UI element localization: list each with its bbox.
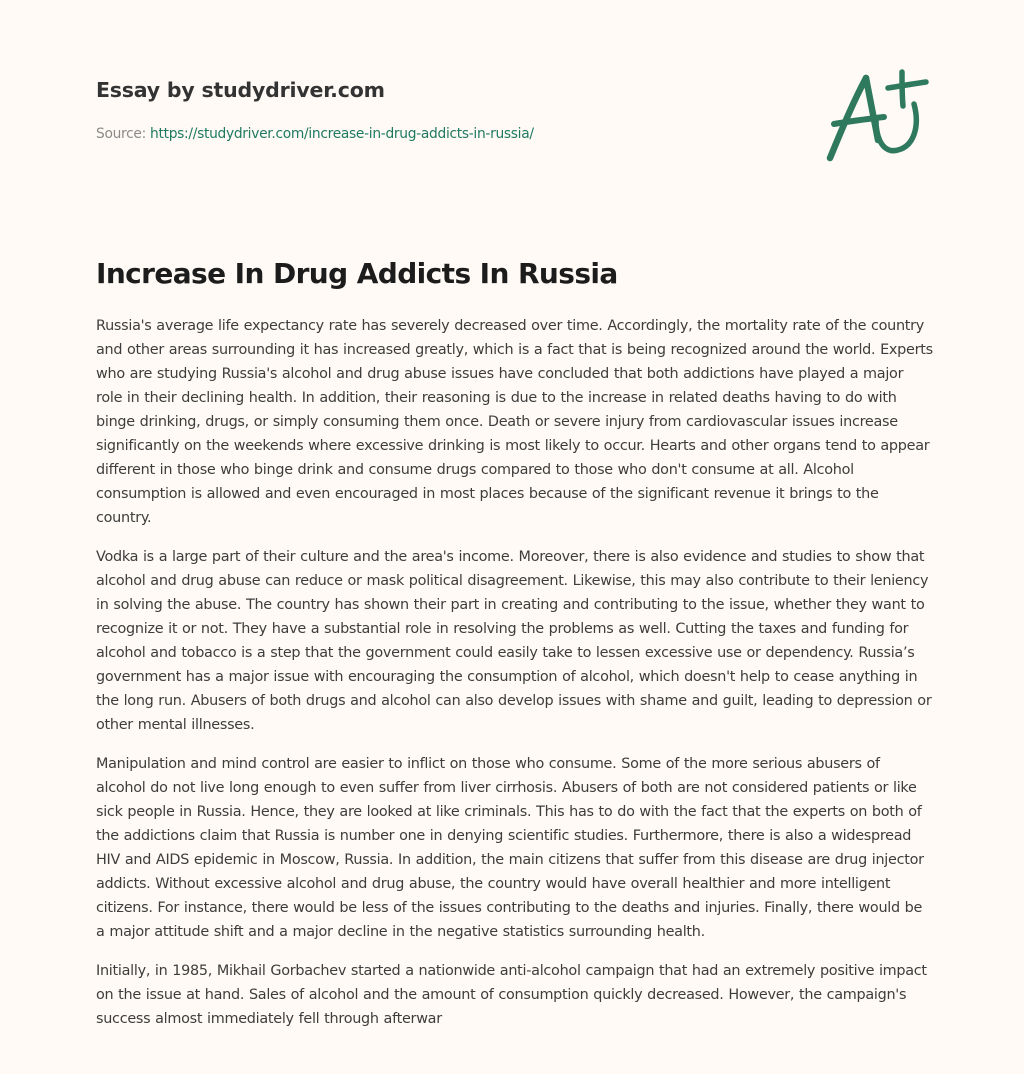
essay-body xyxy=(96,314,934,1046)
essay-title: Increase In Drug Addicts In Russia xyxy=(96,257,618,290)
essay-paragraph: Manipulation and mind control are easier to inflict on those who consume. Some of the more serious abusers of alcohol do not live long enough to even suffer from liver cirrhosis. Abusers of both are not considered patients or like sick people in Russia. Hence, they are looked at like criminals. This has to do with the fact that the experts on both of the addictions claim that Russia is number one in denying scientific studies. Furthermore, there is also a widespread HIV and AIDS epidemic in Moscow, Russia. In addition, the main citizens that suffer from this disease are drug injector addicts. Without excessive alcohol and drug abuse, the country would have overall healthier and more intelligent citizens. For instance, there would be less of the issues contributing to the deaths and injuries. Finally, there would be a major attitude shift and a major decline in the negative statistics surrounding health. xyxy=(96,756,924,940)
a-plus-grade-icon xyxy=(820,64,932,168)
source-link[interactable]: https://studydriver.com/increase-in-drug-addicts-in-russia/ xyxy=(150,126,534,142)
site-title: Essay by studydriver.com xyxy=(96,78,385,102)
essay-paragraph: Initially, in 1985, Mikhail Gorbachev started a nationwide anti-alcohol campaign that had an extremely positive impact on the issue at hand. Sales of alcohol and the amount of consumption quickly decreased. However, the campaign's success almost immediately fell through afterwar xyxy=(96,963,927,1027)
source-line xyxy=(96,124,816,144)
page-header xyxy=(96,76,816,144)
essay-paragraph: Russia's average life expectancy rate has severely decreased over time. Accordingly, the mortality rate of the country and other areas surrounding it has increased greatly, which is a fact that is being recognized around the world. Experts who are studying Russia's alcohol and drug abuse issues have concluded that both addictions have played a major role in their declining health. In addition, their reasoning is due to the increase in related deaths having to do with binge drinking, drugs, or simply consuming them once. Death or severe injury from cardiovascular issues increase significantly on the weekends where excessive drinking is most likely to occur. Hearts and other organs tend to appear different in those who binge drink and consume drugs compared to those who don't consume at all. Alcohol consumption is allowed and even encouraged in most places because of the significant revenue it brings to the country. xyxy=(96,318,933,526)
essay-paragraph: Vodka is a large part of their culture and the area's income. Moreover, there is also evidence and studies to show that alcohol and drug abuse can reduce or mask political disagreement. Likewise, this may also contribute to their leniency in solving the abuse. The country has shown their part in creating and contributing to the issue, whether they want to recognize it or not. They have a substantial role in resolving the problems as well. Cutting the taxes and funding for alcohol and tobacco is a step that the government could easily take to lessen excessive use or dependency. Russia’s government has a major issue with encouraging the consumption of alcohol, which doesn't help to cease anything in the long run. Abusers of both drugs and alcohol can also develop issues with shame and guilt, leading to depression or other mental illnesses. xyxy=(96,549,932,733)
source-label: Source: xyxy=(96,126,146,142)
